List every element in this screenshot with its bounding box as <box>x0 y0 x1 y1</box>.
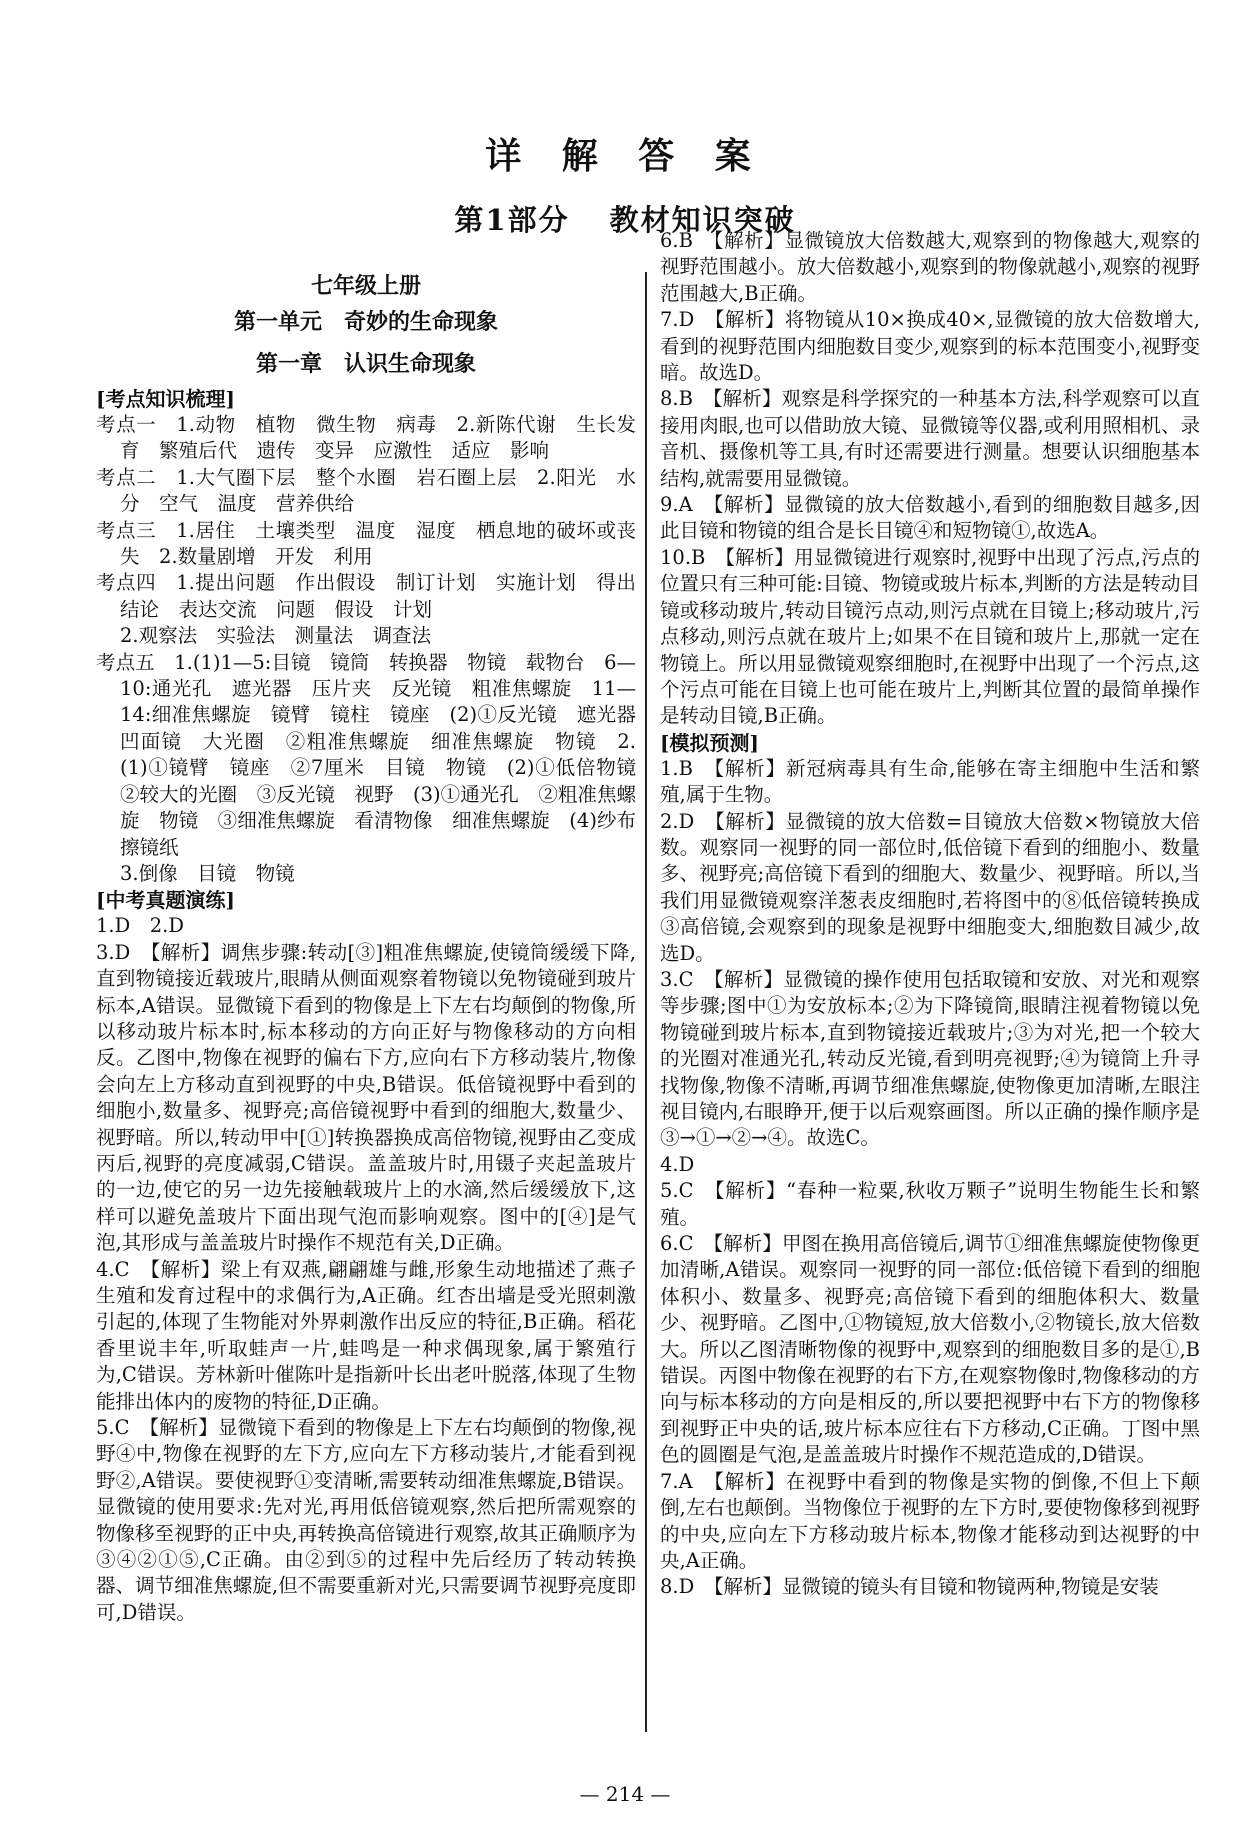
answer-9: 9.A 【解析】显微镜的放大倍数越小,看到的细胞数目越多,因此目镜和物镜的组合是长目镜④和短物镜①,故选A。 <box>660 493 1200 543</box>
mock-answer-6: 6.C 【解析】甲图在换用高倍镜后,调节①细准焦螺旋使物像更加清晰,A错误。观察同一视野的同一部位:低倍镜下看到的细胞体积小、数量多、视野亮;高倍镜下看到的细胞体积大、数量少、视野暗。乙图中,①物镜短,放大倍数小,②物镜长,放大倍数大。所以乙图清晰物像的视野中,观察到的细胞数目多的是①,B错误。丙图中物像在视野的右下方,在观察物像时,物像移动的方向与标本移动的方向是相反的,所以要把视野中右下方的物像移到视野正中央的话,玻片标本应往右下方移动,C正确。丁图中黑色的圆圈是气泡,是盖盖玻片时操作不规范造成的,D错误。 <box>660 1232 1200 1467</box>
knowledge-point-5b: 3.倒像 目镜 物镜 <box>120 861 295 885</box>
part-name: 教材知识突破 <box>609 203 796 237</box>
mock-answer-2: 2.D 【解析】显微镜的放大倍数=目镜放大倍数×物镜放大倍数。观察同一视野的同一部位时,低倍镜下看到的细胞小、数量多、视野亮;高倍镜下看到的细胞大、数量少、视野暗。所以,当我们用显微镜观察洋葱表皮细胞时,若将图中的⑧低倍镜转换成③高倍镜,会观察到的现象是视野中细胞变大,细胞数目减少,故选D。 <box>660 809 1200 965</box>
mock-answer-7: 7.A 【解析】在视野中看到的物像是实物的倒像,不但上下颠倒,左右也颠倒。当物像位于视野的左下方时,要使物像移到视野的中央,应向左下方移动玻片标本,物像才能移动到达视野的中央,A正确。 <box>660 1469 1200 1572</box>
answer-5: 5.C 【解析】显微镜下看到的物像是上下左右均颠倒的物像,视野④中,物像在视野的左下方,应向左下方移动装片,才能看到视野②,A错误。要使视野①变清晰,需要转动细准焦螺旋,B错误。显微镜的使用要求:先对光,再用低倍镜观察,然后把所需观察的物像移至视野的正中央,再转换高倍镜进行观察,故其正确顺序为③④②①⑤,C正确。由②到⑤的过程中先后经历了转动转换器、调节细准焦螺旋,但不需要重新对光,只需要调节视野亮度即可,D错误。 <box>96 1416 636 1624</box>
knowledge-point-4: 考点四 1.提出问题 作出假设 制订计划 实施计划 得出结论 表达交流 问题 假设 计划 <box>96 571 636 621</box>
part-label: 第1部分 <box>454 203 570 237</box>
mock-answer-4: 4.D <box>660 1152 695 1176</box>
unit-heading: 第一单元 奇妙的生命现象 <box>233 309 498 335</box>
section-mock: [模拟预测] <box>660 730 759 755</box>
book-heading: 七年级上册 <box>310 273 421 299</box>
column-divider <box>645 272 647 1732</box>
left-column <box>96 270 656 1626</box>
answer-7: 7.D 【解析】将物镜从10×换成40×,显微镜的放大倍数增大,看到的视野范围内细胞数目变少,观察到的标本范围变小,视野变暗。故选D。 <box>660 308 1200 385</box>
answer-3: 3.D 【解析】调焦步骤:转动[③]粗准焦螺旋,使镜筒缓缓下降,直到物镜接近载玻片,眼睛从侧面观察着物镜以免物镜碰到玻片标本,A错误。显微镜下看到的物像是上下左右均颠倒的物像,所以移动玻片标本时,标本移动的方向正好与物像移动的方向相反。乙图中,物像在视野的偏右下方,应向右下方移动装片,物像会向左上方移动直到视野的中央,B错误。低倍镜视野中看到的细胞小,数量多、视野亮;高倍镜视野中看到的细胞大,数量少、视野暗。所以,转动甲中[①]转换器换成高倍物镜,视野由乙变成丙后,视野的亮度减弱,C错误。盖盖玻片时,用镊子夹起盖玻片的一边,使它的另一边先接触载玻片上的水滴,然后缓缓放下,这样可以避免盖玻片下面出现气泡而影响观察。图中的[④]是气泡,其形成与盖盖玻片时操作不规范有关,D正确。 <box>96 940 636 1255</box>
mock-answer-1: 1.B 【解析】新冠病毒具有生命,能够在寄主细胞中生活和繁殖,属于生物。 <box>660 756 1200 807</box>
section-exam: [中考真题演练] <box>96 888 235 913</box>
answer-10: 10.B 【解析】用显微镜进行观察时,视野中出现了污点,污点的位置只有三种可能:目镜、物镜或玻片标本,判断的方法是转动目镜或移动玻片,转动目镜污点动,则污点就在目镜上;移动玻片,污点移动,则污点就在玻片上;如果不在目镜和玻片上,那就一定在物镜上。所以用显微镜观察细胞时,在视野中出现了一个污点,这个污点可能在目镜上也可能在玻片上,判断其位置的最简单操作是转动目镜,B正确。 <box>660 545 1200 728</box>
knowledge-point-2: 考点二 1.大气圈下层 整个水圈 岩石圈上层 2.阳光 水分 空气 温度 营养供给 <box>96 465 636 516</box>
knowledge-point-1: 考点一 1.动物 植物 微生物 病毒 2.新陈代谢 生长发育 繁殖后代 遗传 变异 应激性 适应 影响 <box>96 413 636 463</box>
answer-1-2: 1.D 2.D <box>96 914 184 938</box>
knowledge-point-4b: 2.观察法 实验法 测量法 调查法 <box>120 624 432 648</box>
page-number: — 214 — <box>579 1782 671 1806</box>
answer-6: 6.B 【解析】显微镜放大倍数越大,观察到的物像越大,观察的视野范围越小。放大倍数越小,观察到的物像就越小,观察的视野范围越大,B正确。 <box>660 229 1200 305</box>
knowledge-point-3: 考点三 1.居住 土壤类型 温度 湿度 栖息地的破坏或丧失 2.数量剧增 开发 利用 <box>96 518 636 569</box>
mock-answer-5: 5.C 【解析】“春种一粒粟,秋收万颗子”说明生物能生长和繁殖。 <box>660 1179 1200 1229</box>
answer-8: 8.B 【解析】观察是科学探究的一种基本方法,科学观察可以直接用肉眼,也可以借助放大镜、显微镜等仪器,或利用照相机、录音机、摄像机等工具,有时还需要进行测量。想要认识细胞基本结构,就需要用显微镜。 <box>660 387 1200 490</box>
mock-answer-8: 8.D 【解析】显微镜的镜头有目镜和物镜两种,物镜是安装 <box>660 1575 1159 1599</box>
mock-answer-3: 3.C 【解析】显微镜的操作使用包括取镜和安放、对光和观察等步骤;图中①为安放标本;②为下降镜筒,眼睛注视着物镜以免物镜碰到玻片标本,直到物镜接近载玻片;③为对光,把一个较大的光圈对准通光孔,转动反光镜,看到明亮视野;④为镜筒上升寻找物像,物像不清晰,再调节细准焦螺旋,使物像更加清晰,左眼注视目镜内,右眼睁开,便于以后观察画图。所以正确的操作顺序是③→①→②→④。故选C。 <box>660 967 1200 1150</box>
section-knowledge: [考点知识梳理] <box>96 387 235 411</box>
right-column <box>660 228 1200 1601</box>
main-title: 详 解 答 案 <box>485 135 765 177</box>
answer-4: 4.C 【解析】梁上有双燕,翩翩雄与雌,形象生动地描述了燕子生殖和发育过程中的求偶行为,A正确。红杏出墙是受光照刺激引起的,体现了生物能对外界刺激作出反应的特征,B正确。稻花香里说丰年,听取蛙声一片,蛙鸣是一种求偶现象,属于繁殖行为,C错误。芳林新叶催陈叶是指新叶长出老叶脱落,体现了生物能排出体内的废物的特征,D正确。 <box>96 1257 636 1413</box>
knowledge-point-5: 考点五 1.(1)1—5:目镜 镜筒 转换器 物镜 载物台 6—10:通光孔 遮光器 压片夹 反光镜 粗准焦螺旋 11—14:细准焦螺旋 镜臂 镜柱 镜座 (2)①反光镜 遮光器 凹面镜 大光圈 ②粗准焦螺旋 细准焦螺旋 物镜 2.(1)①镜臂 镜座 ②7厘米 目镜 物镜 (2)①低倍物镜 ②较大的光圈 ③反光镜 视野 (3)①通光孔 ②粗准焦螺旋 物镜 ③细准焦螺旋 看清物像 细准焦螺旋 (4)纱布 擦镜纸 <box>96 650 656 859</box>
chapter-heading: 第一章 认识生命现象 <box>255 351 476 377</box>
